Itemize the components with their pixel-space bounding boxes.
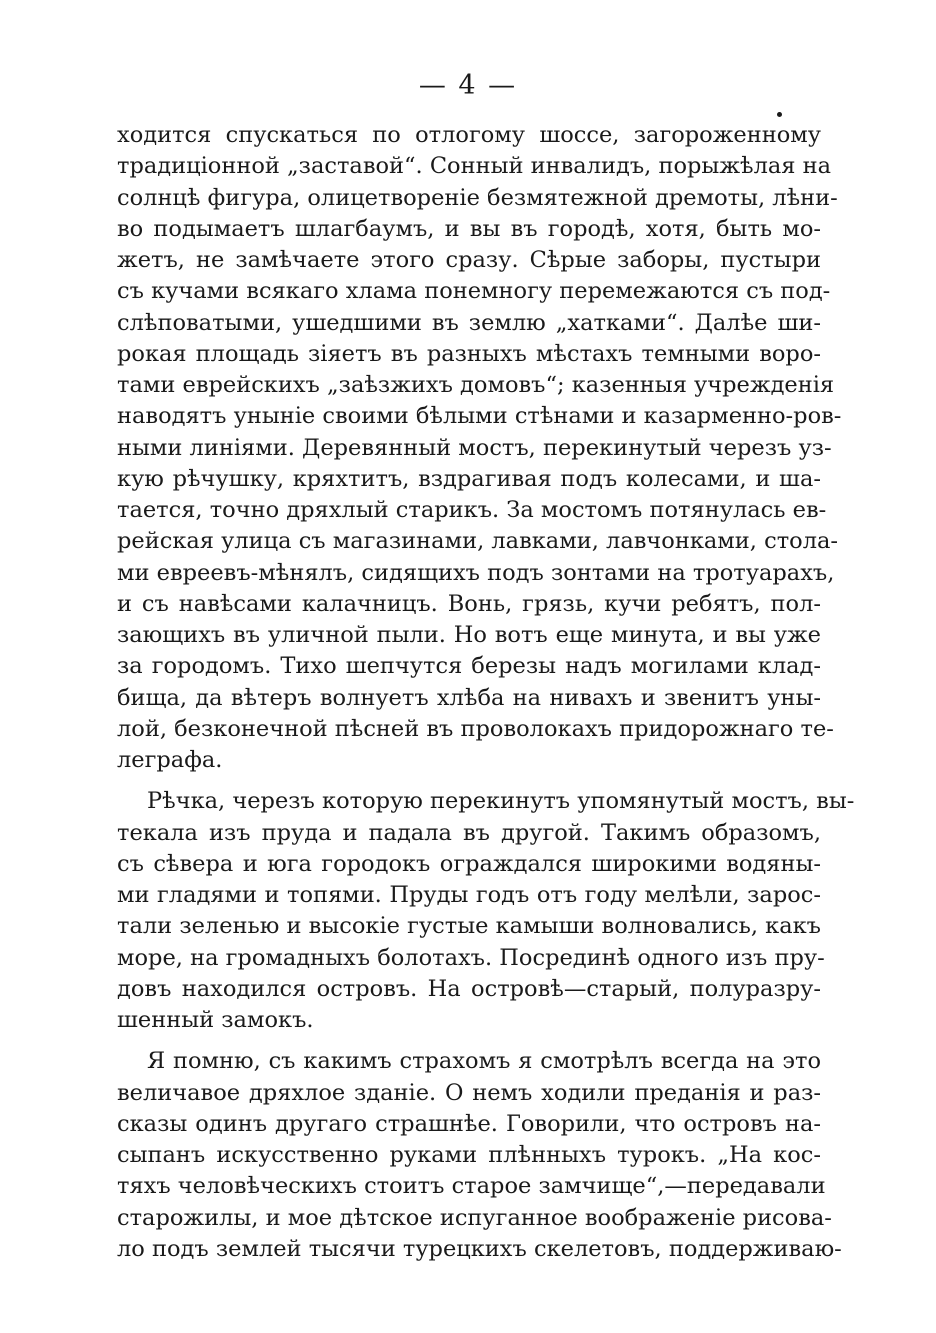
text-line: слѣповатыми, ушедшими въ землю „хатками“. Далѣе ши-	[117, 309, 821, 336]
text-line: Я помню, съ какимъ страхомъ я смотрѣлъ всегда на это	[147, 1048, 821, 1075]
text-line: текала изъ пруда и падала въ другой. Такимъ образомъ,	[117, 819, 821, 846]
text-line: довъ находился островъ. На островѣ—старый, полуразру-	[117, 975, 821, 1002]
text-line: леграфа.	[117, 747, 223, 773]
text-line: сказы одинъ другаго страшнѣе. Говорили, что островъ на-	[117, 1110, 821, 1137]
text-line: съ кучами всякаго хлама понемногу перемежаются съ под-	[117, 278, 831, 305]
text-line: ми евреевъ-мѣнялъ, сидящихъ подъ зонтами на тротуарахъ,	[117, 559, 835, 586]
text-line: и съ навѣсами калачницъ. Вонь, грязь, кучи ребятъ, пол-	[117, 590, 821, 617]
text-line: наводятъ уныніе своими бѣлыми стѣнами и казарменно-ров-	[117, 403, 842, 430]
text-line: за городомъ. Тихо шепчутся березы надъ могилами клад-	[117, 653, 821, 680]
text-line: ходится спускаться по отлогому шоссе, загороженному	[117, 122, 821, 148]
text-line: ми гладями и топями. Пруды годъ отъ году мелѣли, зарос-	[117, 882, 821, 908]
text-line: тается, точно дряхлый старикъ. За мостомъ потянулась ев-	[117, 497, 827, 523]
paragraph-1	[117, 120, 842, 776]
page-number: — 4 —	[418, 70, 518, 101]
text-line: рейская улица съ магазинами, лавками, лавчонками, стола-	[117, 528, 838, 555]
text-line: традиціонной „заставой“. Сонный инвалидъ, порыжѣлая на	[117, 153, 832, 180]
text-line: ными линіями. Деревянный мостъ, перекинутый черезъ уз-	[117, 434, 832, 461]
text-line: старожилы, и мое дѣтское испуганное воображеніе рисова-	[117, 1204, 832, 1231]
text-line: тали зеленью и высокіе густые камыши волновались, какъ	[117, 913, 821, 940]
text-line: Рѣчка, черезъ которую перекинутъ упомянутый мостъ, вы-	[147, 788, 855, 815]
text-line: шенный замокъ.	[117, 1007, 314, 1033]
text-line: ло подъ землей тысячи турецкихъ скелетовъ, поддерживаю-	[117, 1235, 842, 1262]
text-line: море, на громадныхъ болотахъ. Посрединѣ одного изъ пру-	[117, 944, 825, 971]
text-line: съ сѣвера и юга городокъ ограждался широкими водяны-	[117, 850, 821, 877]
text-line: бища, да вѣтеръ волнуетъ хлѣба на нивахъ и звенитъ уны-	[117, 684, 821, 711]
body-text	[117, 120, 855, 1265]
paragraph-2	[117, 786, 855, 1036]
text-line: солнцѣ фигура, олицетвореніе безмятежной дремоты, лѣни-	[117, 184, 838, 211]
text-line: величавое дряхлое зданіе. О немъ ходили преданія и раз-	[117, 1079, 821, 1106]
text-line: кую рѣчушку, кряхтитъ, вздрагивая подъ колесами, и ша-	[117, 465, 821, 492]
text-line: жетъ, не замѣчаете этого сразу. Сѣрые заборы, пустыри	[117, 247, 821, 273]
text-line: тяхъ человѣческихъ стоитъ старое замчище“,—передавали	[117, 1173, 826, 1200]
text-line: во подымаетъ шлагбаумъ, и вы въ городѣ, хотя, быть мо-	[117, 215, 821, 242]
text-line: рокая площадь зіяетъ въ разныхъ мѣстахъ темными воро-	[117, 340, 821, 367]
text-line: зающихъ въ уличной пыли. Но вотъ еще минута, и вы уже	[117, 622, 821, 648]
text-line: сыпанъ искусственно руками плѣнныхъ турокъ. „На кос-	[117, 1142, 821, 1168]
text-line: тами еврейскихъ „заѣзжихъ домовъ“; казенныя учрежденія	[117, 372, 835, 398]
paragraph-3	[117, 1046, 842, 1265]
text-line: лой, безконечной пѣсней въ проволокахъ придорожнаго те-	[117, 715, 834, 742]
ink-speck	[777, 112, 782, 117]
